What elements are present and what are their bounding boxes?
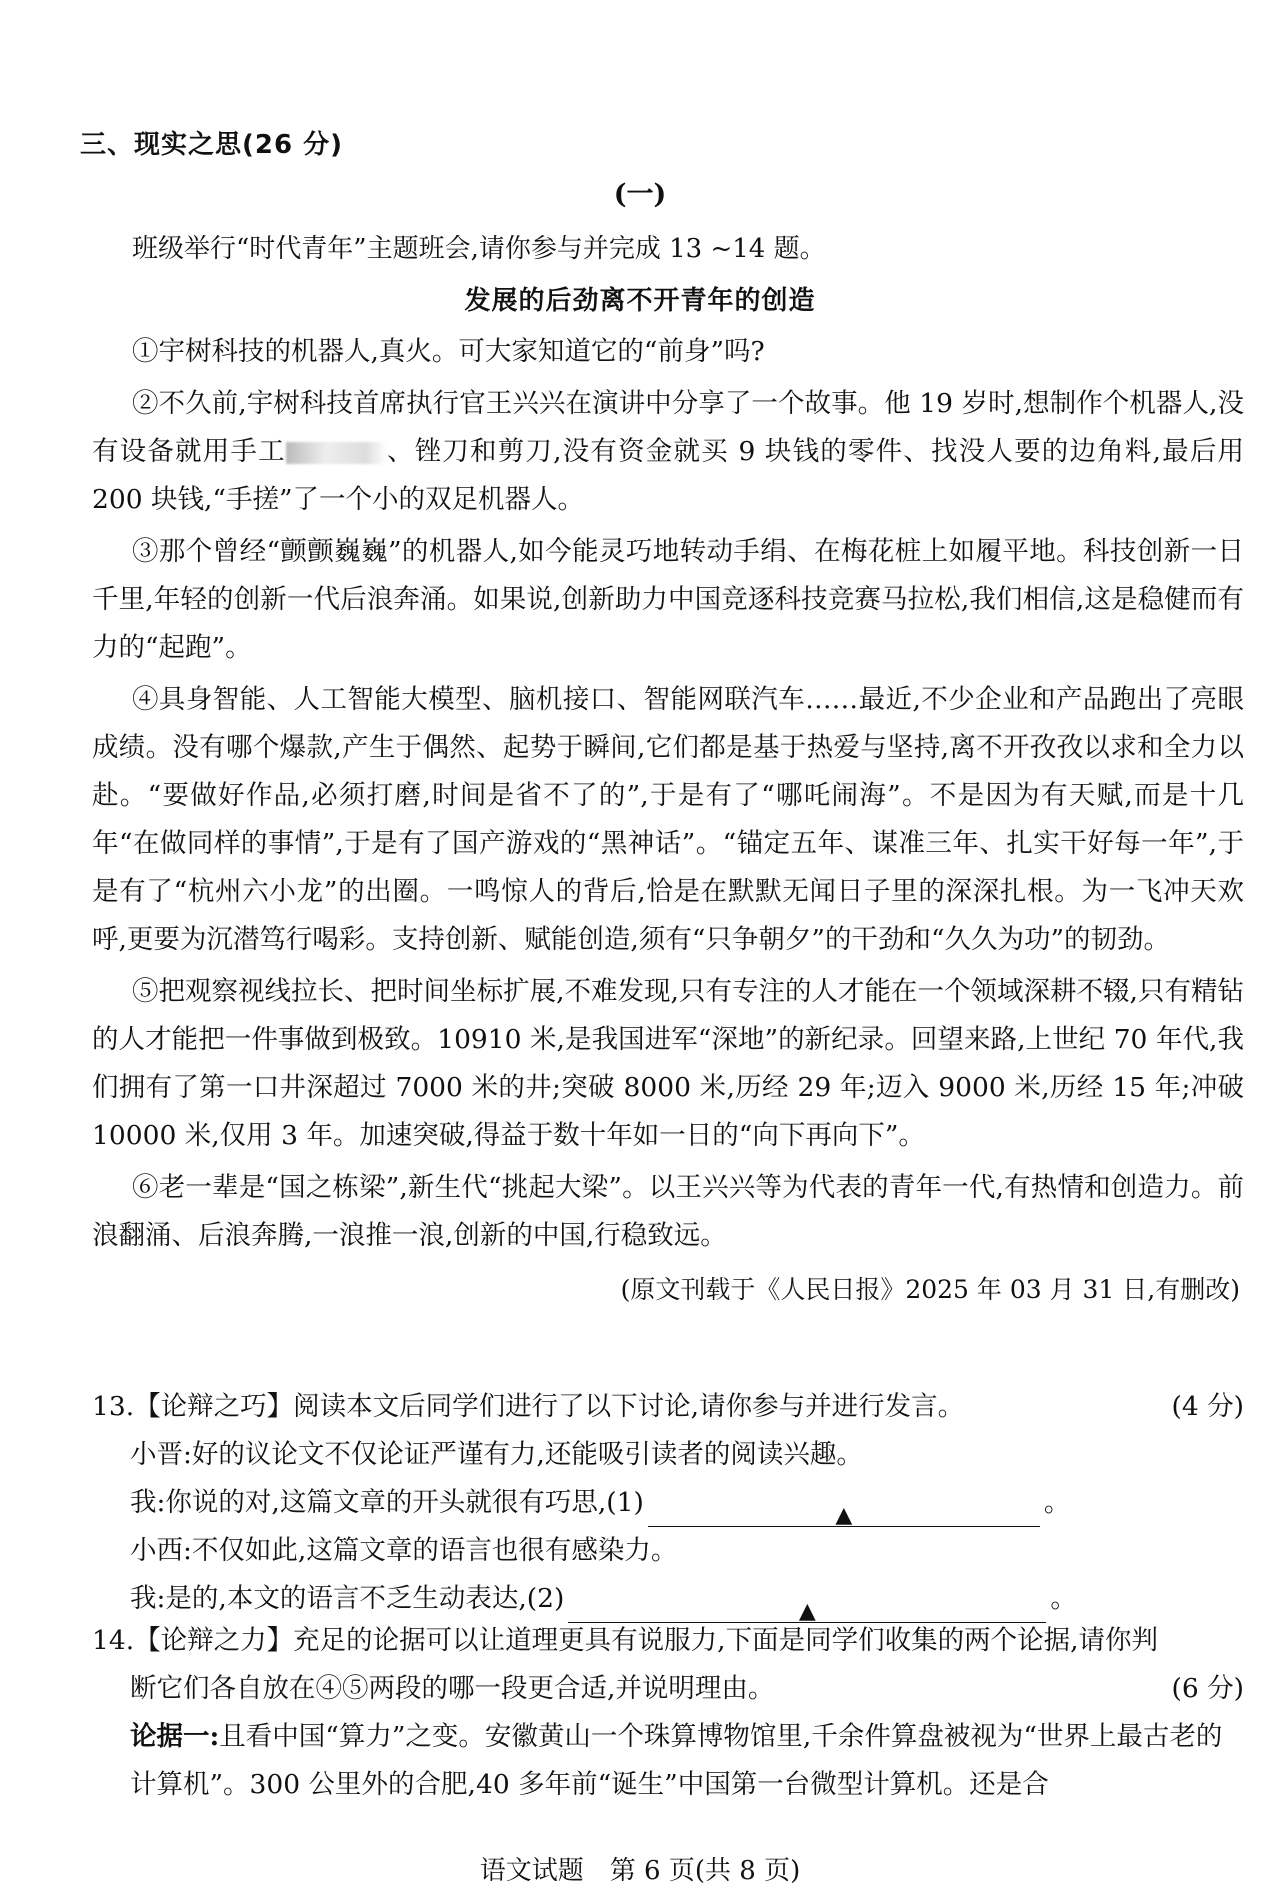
dialogue-line-2 [130, 1479, 1244, 1527]
paragraph-2-part-a: ②不久前,宇树科技首席执行官王兴兴在演讲中分享了一个故事。他 19 岁时,想制作个机器人,没有设备就用手工 [92, 388, 1244, 467]
answer-blank-1[interactable] [648, 1494, 1040, 1527]
dialogue-line-3: 小西:不仅如此,这篇文章的语言也很有感染力。 [130, 1535, 678, 1566]
article-title: 发展的后劲离不开青年的创造 [464, 286, 816, 316]
question-13-stem: 13.【论辩之巧】阅读本文后同学们进行了以下讨论,请你参与并进行发言。 [92, 1391, 965, 1422]
triangle-marker-icon: ▲ [835, 1503, 853, 1528]
question-13 [92, 1383, 1244, 1623]
part-number: (一) [613, 179, 667, 210]
dialogue-line-4-text: 我:是的,本文的语言不乏生动表达,(2) [130, 1583, 565, 1614]
paragraph-1: ①宇树科技的机器人,真火。可大家知道它的“前身”吗? [132, 336, 765, 367]
evidence-1-text: 且看中国“算力”之变。安徽黄山一个珠算博物馆里,千余件算盘被视为“世界上最古老的计算机”。300 公里外的合肥,40 多年前“诞生”中国第一台微型计算机。还是合 [130, 1721, 1223, 1800]
question-14-stem-1: 14.【论辩之力】充足的论据可以让道理更具有说服力,下面是同学们收集的两个论据,请你判 [92, 1625, 1158, 1656]
dialogue-line-2-text: 我:你说的对,这篇文章的开头就很有巧思,(1) [130, 1487, 644, 1518]
paragraph-2 [92, 380, 1244, 524]
paragraph-2-part-b: 、锉刀和剪刀,没有资金就买 9 块钱的零件、找没人要的边角料,最后用 200 块钱,“手搓”了一个小的双足机器人。 [92, 436, 1245, 515]
section-title: 三、现实之思(26 分) [80, 130, 343, 160]
question-14 [92, 1617, 1244, 1809]
question-14-score: (6 分) [1171, 1673, 1244, 1704]
dialogue-line-4 [130, 1575, 1244, 1623]
blank-1-end: 。 [1043, 1487, 1071, 1518]
article-source: (原文刊载于《人民日报》2025 年 03 月 31 日,有删改) [620, 1275, 1240, 1304]
evidence-1 [92, 1713, 1244, 1809]
dialogue-line-1: 小晋:好的议论文不仅论证严谨有力,还能吸引读者的阅读兴趣。 [130, 1439, 863, 1470]
smudge-mark [286, 442, 386, 464]
blank-2-end: 。 [1050, 1583, 1077, 1614]
intro-text: 班级举行“时代青年”主题班会,请你参与并完成 13 ~14 题。 [132, 234, 826, 264]
article-body [92, 328, 1244, 1314]
evidence-1-label: 论据一: [130, 1721, 220, 1752]
triangle-marker-icon: ▲ [798, 1599, 816, 1624]
page-footer: 语文试题 第 6 页(共 8 页) [479, 1856, 801, 1886]
question-13-score: (4 分) [1171, 1391, 1244, 1422]
paragraph-4: ④具身智能、人工智能大模型、脑机接口、智能网联汽车……最近,不少企业和产品跑出了亮眼成绩。没有哪个爆款,产生于偶然、起势于瞬间,它们都是基于热爱与坚持,离不开孜孜以求和全力以赴。“要做好作品,必须打磨,时间是省不了的”,于是有了“哪吒闹海”。不是因为有天赋,而是十几年“在做同样的事情”,于是有了国产游戏的“黑神话”。“锚定五年、谋准三年、扎实干好每一年”,于是有了“杭州六小龙”的出圈。一鸣惊人的背后,恰是在默默无闻日子里的深深扎根。为一飞冲天欢呼,更要为沉潜笃行喝彩。支持创新、赋能创造,须有“只争朝夕”的干劲和“久久为功”的韧劲。 [92, 684, 1244, 955]
paragraph-6: ⑥老一辈是“国之栋梁”,新生代“挑起大梁”。以王兴兴等为代表的青年一代,有热情和创造力。前浪翻涌、后浪奔腾,一浪推一浪,创新的中国,行稳致远。 [92, 1172, 1244, 1251]
paragraph-5: ⑤把观察视线拉长、把时间坐标扩展,不难发现,只有专注的人才能在一个领域深耕不辍,只有精钻的人才能把一件事做到极致。10910 米,是我国进军“深地”的新纪录。回望来路,上世纪 70 年代,我们拥有了第一口井深超过 7000 米的井;突破 8000 米,历经 29 年;迈入 9000 米,历经 15 年;冲破 10000 米,仅用 3 年。加速突破,得益于数十年如一日的“向下再向下”。 [92, 976, 1244, 1151]
question-14-stem-2: 断它们各自放在④⑤两段的哪一段更合适,并说明理由。 [130, 1673, 775, 1704]
paragraph-3: ③那个曾经“颤颤巍巍”的机器人,如今能灵巧地转动手绢、在梅花桩上如履平地。科技创新一日千里,年轻的创新一代后浪奔涌。如果说,创新助力中国竞逐科技竞赛马拉松,我们相信,这是稳健而有力的“起跑”。 [92, 536, 1244, 663]
